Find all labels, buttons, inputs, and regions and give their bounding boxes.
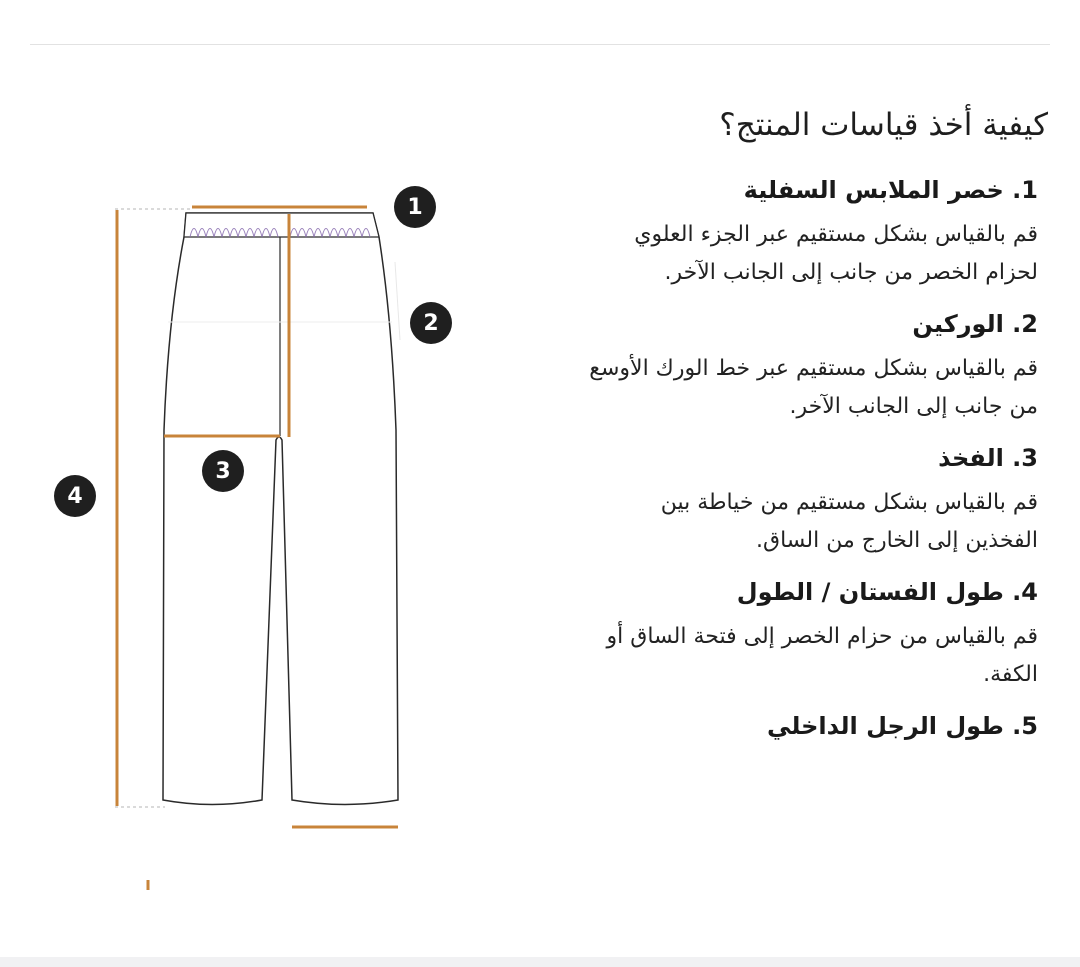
step-desc-line: الفخذين إلى الخارج من الساق. bbox=[756, 528, 1038, 553]
step-thigh bbox=[478, 444, 1038, 560]
step-desc-line: الكفة. bbox=[983, 662, 1038, 687]
step-description bbox=[478, 350, 1038, 426]
measurement-steps bbox=[478, 176, 1038, 752]
step-waist bbox=[478, 176, 1038, 292]
measure-badge-1: 1 bbox=[394, 186, 436, 228]
bottom-band bbox=[0, 957, 1080, 967]
page-title: كيفية أخذ قياسات المنتج؟ bbox=[719, 106, 1048, 143]
step-heading: 2. الوركين bbox=[912, 310, 1038, 338]
step-desc-line: من جانب إلى الجانب الآخر. bbox=[789, 394, 1038, 419]
step-desc-line: قم بالقياس بشكل مستقيم من خياطة بين bbox=[660, 490, 1038, 515]
step-heading: 1. خصر الملابس السفلية bbox=[743, 176, 1038, 204]
step-length bbox=[478, 578, 1038, 694]
step-description bbox=[478, 618, 1038, 694]
measure-badge-4: 4 bbox=[54, 475, 96, 517]
step-heading: 3. الفخذ bbox=[938, 444, 1038, 472]
pants-diagram-icon bbox=[0, 160, 480, 904]
step-description bbox=[478, 484, 1038, 560]
step-description bbox=[478, 216, 1038, 292]
step-hips bbox=[478, 310, 1038, 426]
step-desc-line: قم بالقياس بشكل مستقيم عبر خط الورك الأوسع bbox=[589, 356, 1038, 381]
step-desc-line: قم بالقياس من حزام الخصر إلى فتحة الساق أو bbox=[606, 624, 1038, 649]
step-desc-line: لحزام الخصر من جانب إلى الجانب الآخر. bbox=[664, 260, 1038, 285]
measure-badge-3: 3 bbox=[202, 450, 244, 492]
step-heading: 4. طول الفستان / الطول bbox=[736, 578, 1038, 606]
measure-badge-2: 2 bbox=[410, 302, 452, 344]
top-divider bbox=[30, 44, 1050, 45]
step-desc-line: قم بالقياس بشكل مستقيم عبر الجزء العلوي bbox=[634, 222, 1038, 247]
step-inseam bbox=[478, 712, 1038, 740]
step-heading: 5. طول الرجل الداخلي bbox=[767, 712, 1038, 740]
